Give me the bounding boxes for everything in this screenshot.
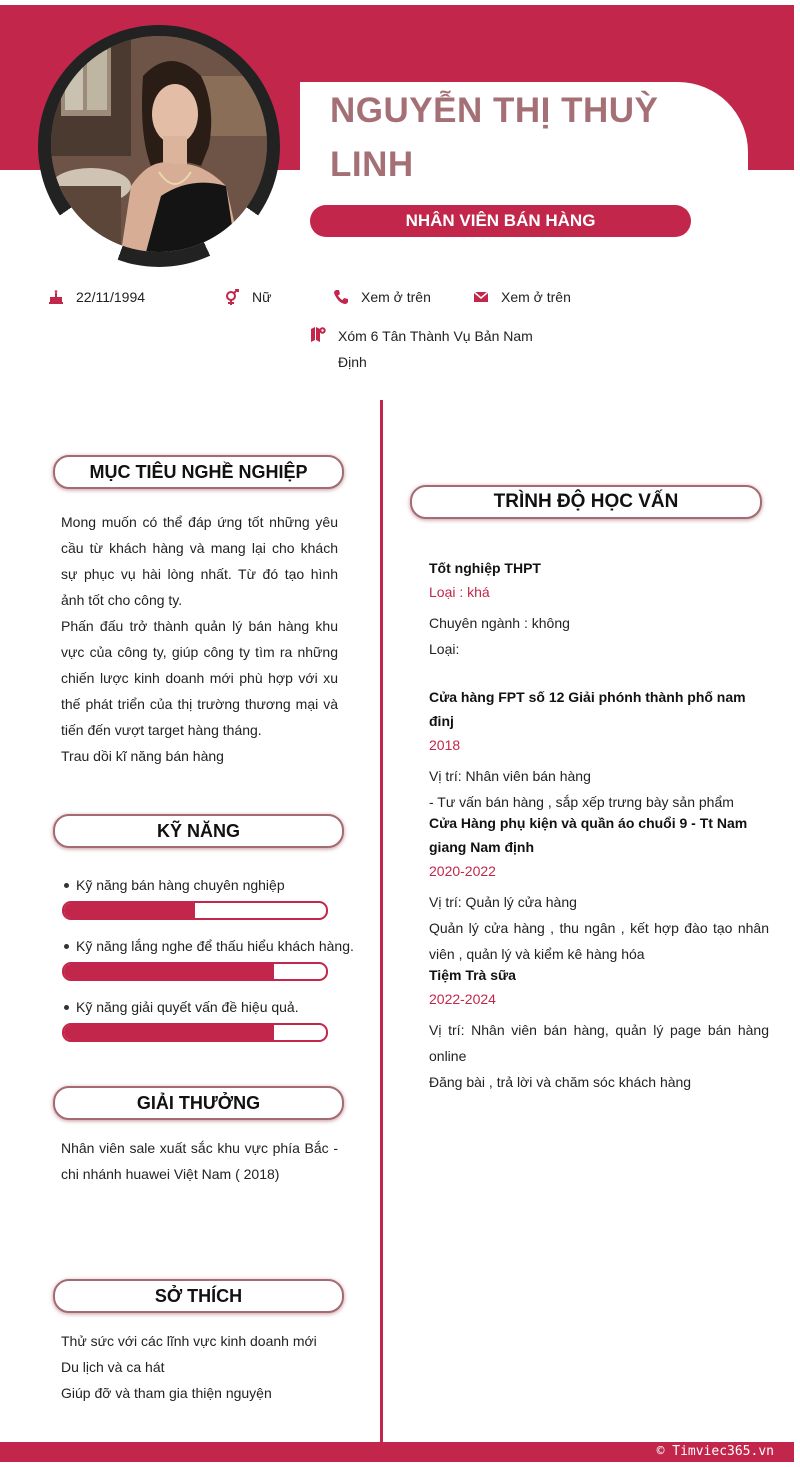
- birthday-item: [48, 289, 145, 305]
- address-item: [310, 324, 538, 375]
- education-type: Loại:: [429, 641, 460, 657]
- skill-label: Kỹ năng giải quyết vấn đề hiệu quả.: [62, 999, 328, 1015]
- experience-period: 2022-2024: [429, 991, 496, 1007]
- hobbies-heading: SỞ THÍCH: [53, 1279, 344, 1313]
- experience-line: Vị trí: Nhân viên bán hàng, quản lý page bán hàng online: [429, 1022, 769, 1064]
- page-edge: [794, 0, 800, 1467]
- birthday-text: 22/11/1994: [76, 289, 146, 305]
- candidate-name: NGUYỄN THỊ THUỲ LINH: [330, 91, 659, 184]
- gender-text: Nữ: [252, 289, 272, 305]
- experience-line: Đăng bài , trả lời và chăm sóc khách hàng: [429, 1074, 692, 1090]
- experience-line: - Tư vấn bán hàng , sắp xếp trưng bày sản phẩm: [429, 794, 734, 810]
- avatar: [51, 36, 267, 252]
- experience-company: Cửa hàng FPT số 12 Giải phónh thành phố nam đinj: [429, 689, 746, 729]
- skill-item: [62, 938, 354, 981]
- address-text: Xóm 6 Tân Thành Vụ Bản Nam Định: [338, 328, 533, 370]
- email-text: Xem ở trên: [501, 289, 571, 305]
- column-divider: [380, 400, 383, 1442]
- gender-icon: [224, 289, 240, 305]
- objective-paragraph: Trau dồi kĩ năng bán hàng: [61, 748, 224, 764]
- experience-line: Vị trí: Quản lý cửa hàng: [429, 894, 577, 910]
- skill-bar-fill: [64, 964, 274, 979]
- experience-company: Tiệm Trà sữa: [429, 967, 516, 983]
- phone-text: Xem ở trên: [361, 289, 431, 305]
- experience-item: [429, 685, 769, 815]
- gender-item: [224, 289, 271, 305]
- education-heading: TRÌNH ĐỘ HỌC VẤN: [410, 485, 762, 519]
- experience-company: Cửa Hàng phụ kiện và quần áo chuổi 9 - Tt Nam giang Nam định: [429, 815, 748, 855]
- avatar-photo: [51, 36, 267, 252]
- hobbies-list: [61, 1328, 338, 1406]
- envelope-icon: [473, 289, 489, 305]
- experience-item: [429, 811, 769, 967]
- footer-copyright[interactable]: © Timviec365.vn: [656, 1444, 774, 1459]
- experience-period: 2020-2022: [429, 863, 496, 879]
- phone-icon: [333, 289, 349, 305]
- experience-line: Quản lý cửa hàng , thu ngân , kết hợp đào tạo nhân viên , quản lý và kiểm kê hàng hóa: [429, 920, 769, 962]
- awards-heading: GIẢI THƯỞNG: [53, 1086, 344, 1120]
- skill-item: [62, 877, 328, 920]
- skill-item: [62, 999, 328, 1042]
- experience-item: [429, 963, 769, 1095]
- skill-bar-fill: [64, 1025, 274, 1040]
- phone-item: [333, 289, 431, 305]
- skill-bar: [62, 901, 328, 920]
- email-item: [473, 289, 571, 305]
- skill-label: Kỹ năng bán hàng chuyên nghiệp: [62, 877, 328, 893]
- experience-period: 2018: [429, 737, 461, 753]
- objective-paragraph: Phấn đấu trở thành quản lý bán hàng khu vực của công ty, giúp công ty tìm ra những chiến lược kinh doanh mới phù hợp với xu thế phát triển của thị trường thương mại và tiến đến vượt target hàng tháng.: [61, 618, 338, 738]
- skill-bar: [62, 962, 328, 981]
- hobby-item: Giúp đỡ và tham gia thiện nguyện: [61, 1385, 272, 1401]
- objective-heading: MỤC TIÊU NGHỀ NGHIỆP: [53, 455, 344, 489]
- hobby-item: Thử sức với các lĩnh vực kinh doanh mới: [61, 1333, 317, 1349]
- education-block: [429, 556, 769, 662]
- skill-bar-fill: [64, 903, 195, 918]
- skill-label: Kỹ năng lắng nghe để thấu hiểu khách hàng.: [62, 938, 354, 954]
- education-school: Tốt nghiệp THPT: [429, 560, 541, 576]
- education-major: Chuyên ngành : không: [429, 615, 570, 631]
- skills-heading: KỸ NĂNG: [53, 814, 344, 848]
- experience-list: [429, 685, 769, 1095]
- hobby-item: Du lịch và ca hát: [61, 1359, 165, 1375]
- experience-line: Vị trí: Nhân viên bán hàng: [429, 768, 591, 784]
- cake-icon: [48, 289, 64, 305]
- objective-text: [61, 509, 338, 769]
- skill-bar: [62, 1023, 328, 1042]
- objective-paragraph: Mong muốn có thể đáp ứng tốt những yêu cầu từ khách hàng và mang lại cho khách sự phục vụ hài lòng nhất. Từ đó tạo hình ảnh tốt cho công ty.: [61, 514, 338, 608]
- education-grade: Loại : khá: [429, 584, 490, 600]
- job-title-badge: NHÂN VIÊN BÁN HÀNG: [310, 205, 691, 237]
- awards-text: Nhân viên sale xuất sắc khu vực phía Bắc - chi nhánh huawei Việt Nam ( 2018): [61, 1140, 338, 1182]
- map-marker-icon: [310, 326, 326, 342]
